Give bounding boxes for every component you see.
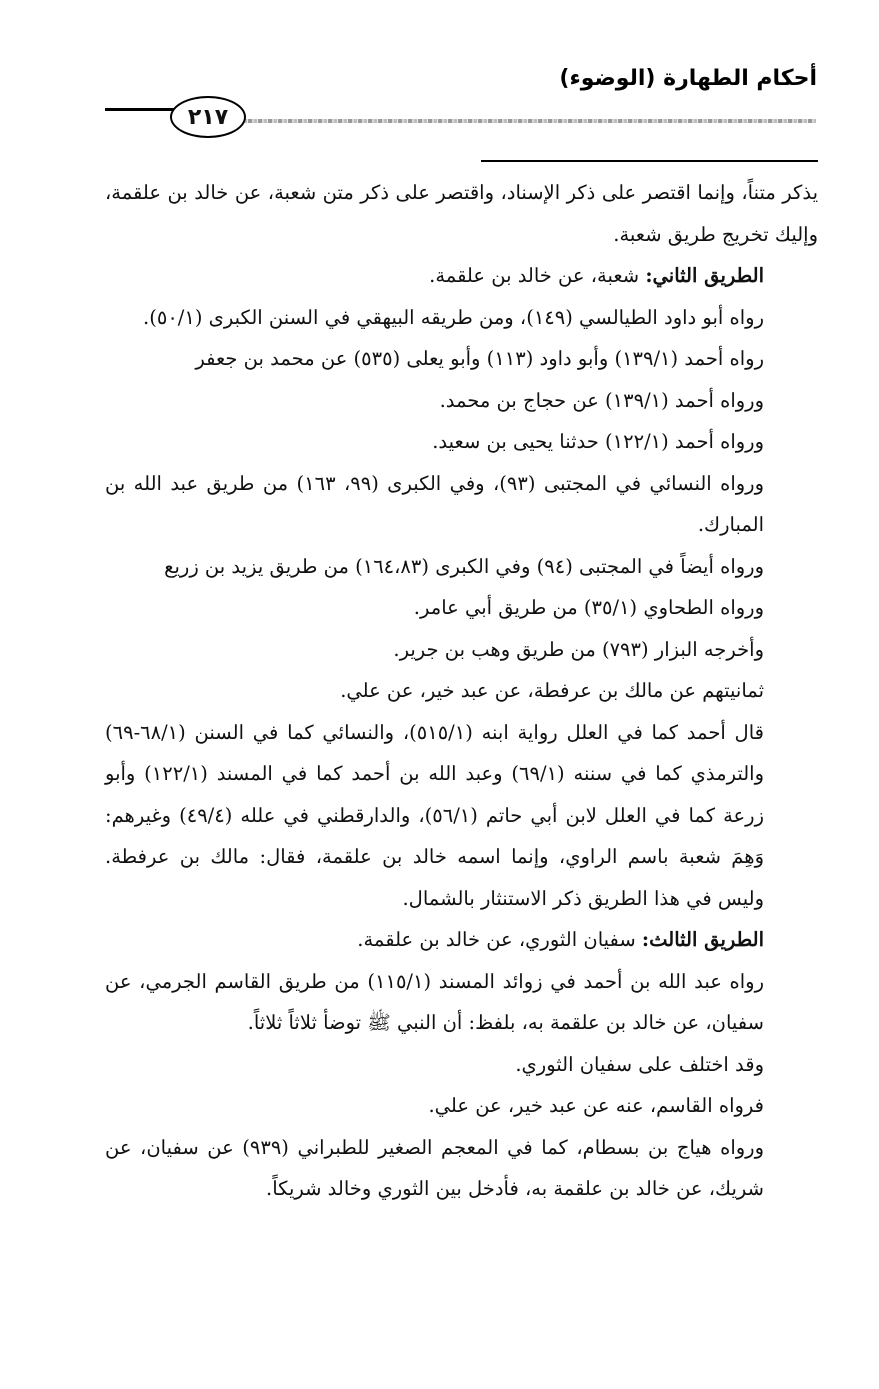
paragraph-2: الطريق الثاني: شعبة، عن خالد بن علقمة. [429, 264, 764, 287]
paragraph-9: ورواه الطحاوي (٣٥/١) من طريق أبي عامر. [413, 596, 764, 619]
footnote-separator [481, 160, 818, 162]
paragraph-8: ورواه أيضاً في المجتبى (٩٤) وفي الكبرى (١٦٤،٨٣) من طريق يزيد بن زريع [164, 554, 764, 578]
header-rule-right [238, 119, 816, 123]
paragraph-15: وقد اختلف على سفيان الثوري. [515, 1052, 764, 1076]
paragraph-14: رواه عبد الله بن أحمد في زوائد المسند (١١٥/١) من طريق القاسم الجرمي، عن سفيان، عن خالد بن علقمة به، بلفظ: أن النبي ﷺ توضأ ثلاثاً ثلاثاً. [105, 969, 764, 1034]
paragraph-4: رواه أحمد (١٣٩/١) وأبو داود (١١٣) وأبو يعلى (٥٣٥) عن محمد بن جعفر [195, 347, 764, 370]
paragraph-1: يذكر متناً، وإنما اقتصر على ذكر الإسناد، واقتصر على ذكر متن شعبة، عن خالد بن علقمة، وإليك تخريج طريق شعبة. [105, 181, 818, 246]
paragraph-12: قال أحمد كما في العلل رواية ابنه (٥١٥/١)، والنسائي كما في السنن (٦٨/١-٦٩) والترمذي كما في سننه (٦٩/١) وعبد الله بن أحمد كما في المسند (١٢٢/١) وأبو زرعة كما في العلل لابن أبي حاتم (٥٦/١)، والدارقطني في علله (٤٩/٤) وغيرهم: وَهِمَ شعبة باسم الراوي، وإنما اسمه خالد بن علقمة، فقال: مالك بن عرفطة. وليس في هذا الطريق ذكر الاستنثار بالشمال. [105, 720, 764, 910]
paragraph-13: الطريق الثالث: سفيان الثوري، عن خالد بن علقمة. [357, 928, 764, 951]
page-number: ٢١٧ [170, 96, 246, 138]
section-heading: الطريق الثاني: [645, 264, 764, 287]
paragraph-5: ورواه أحمد (١٣٩/١) عن حجاج بن محمد. [439, 388, 764, 412]
page-body [105, 172, 818, 1210]
paragraph-3: رواه أبو داود الطيالسي (١٤٩)، ومن طريقه البيهقي في السنن الكبرى (٥٠/١). [143, 305, 764, 329]
paragraph-10: وأخرجه البزار (٧٩٣) من طريق وهب بن جرير. [393, 637, 764, 661]
paragraph-16: فرواه القاسم، عنه عن عبد خير، عن علي. [428, 1094, 764, 1117]
paragraph-17: ورواه هياج بن بسطام، كما في المعجم الصغير للطبراني (٩٣٩) عن سفيان، عن شريك، عن خالد بن علقمة به، فأدخل بين الثوري وخالد شريكاً. [105, 1135, 764, 1200]
paragraph-6: ورواه أحمد (١٢٢/١) حدثنا يحيى بن سعيد. [432, 430, 764, 453]
header-rule-left [105, 108, 177, 111]
section-heading: الطريق الثالث: [641, 928, 764, 951]
paragraph-7: ورواه النسائي في المجتبى (٩٣)، وفي الكبرى (٩٩، ١٦٣) من طريق عبد الله بن المبارك. [105, 471, 764, 536]
running-title: أحكام الطهارة (الوضوء) [559, 66, 817, 91]
paragraph-11: ثمانيتهم عن مالك بن عرفطة، عن عبد خير، عن علي. [340, 679, 764, 702]
page-header [0, 0, 879, 140]
